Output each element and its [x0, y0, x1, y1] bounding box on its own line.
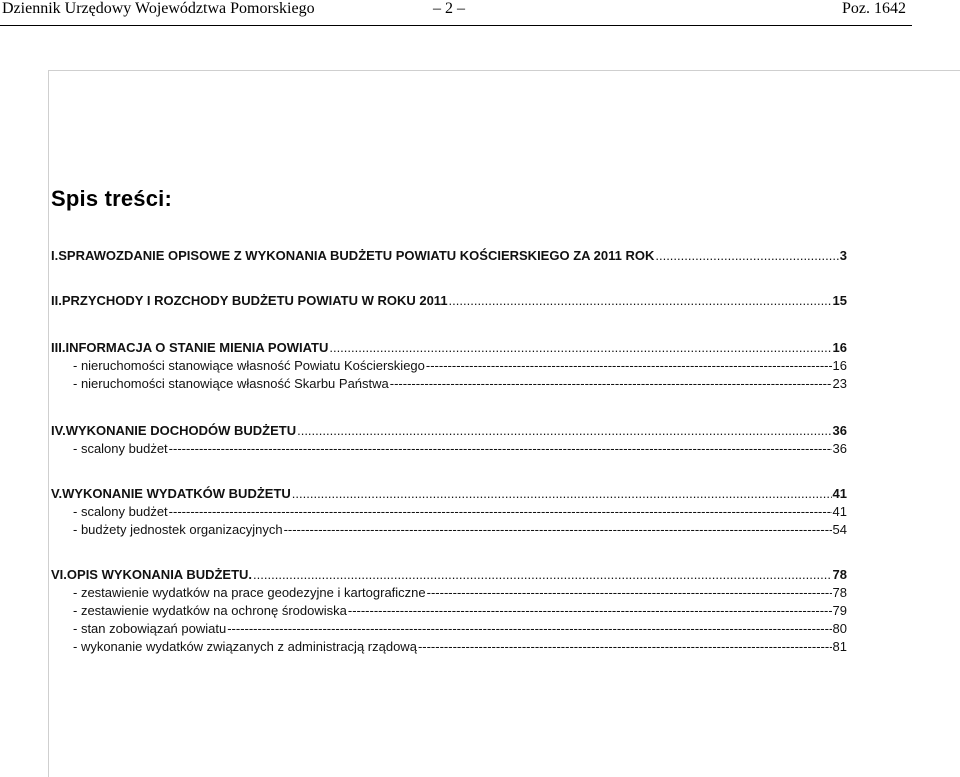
section-number: V. [51, 486, 63, 501]
toc-entry[interactable] [51, 340, 847, 358]
position-number: Poz. 1642 [842, 0, 906, 17]
section-label: OPIS WYKONANIA BUDŻETU. [66, 567, 253, 582]
toc-title: Spis treści: [51, 186, 173, 211]
section-label: SPRAWOZDANIE OPISOWE Z WYKONANIA BUDŻETU POWIATU KOŚCIERSKIEGO ZA 2011 ROK [58, 248, 655, 263]
toc-section-1 [51, 248, 847, 266]
toc-subentry[interactable] [51, 358, 847, 376]
subentry-label: - zestawienie wydatków na ochronę środowiska [73, 603, 347, 618]
section-page: 41 [832, 486, 847, 501]
toc-entry[interactable] [51, 248, 847, 266]
dot-leader [449, 293, 832, 308]
journal-title: Dziennik Urzędowy Województwa Pomorskiego [2, 0, 315, 17]
subentry-page: 16 [832, 358, 847, 373]
dot-leader [292, 486, 832, 501]
subentry-label: - wykonanie wydatków związanych z administracją rządową [73, 639, 417, 654]
toc-entry[interactable] [51, 567, 847, 585]
dash-leader [227, 621, 831, 636]
dash-leader [427, 585, 832, 600]
toc-subentry[interactable] [51, 522, 847, 540]
dash-leader [169, 441, 832, 456]
section-number: III. [51, 340, 66, 355]
section-number: I. [51, 248, 59, 263]
section-label: INFORMACJA O STANIE MIENIA POWIATU [65, 340, 329, 355]
subentry-page: 80 [832, 621, 847, 636]
dash-leader [348, 603, 832, 618]
section-page: 36 [832, 423, 847, 438]
subentry-label: - stan zobowiązań powiatu [73, 621, 227, 636]
scanned-page [48, 70, 960, 777]
toc-subentry[interactable] [51, 603, 847, 621]
toc-section-4 [51, 423, 847, 459]
section-page: 16 [832, 340, 847, 355]
toc-section-2 [51, 293, 847, 311]
dot-leader [297, 423, 831, 438]
page-number: – 2 – [433, 0, 465, 17]
subentry-label: - nieruchomości stanowiące własność Powiatu Kościerskiego [73, 358, 425, 373]
section-page: 78 [832, 567, 847, 582]
dash-leader [426, 358, 832, 373]
subentry-label: - nieruchomości stanowiące własność Skarbu Państwa [73, 376, 389, 391]
dash-leader [418, 639, 832, 654]
section-number: VI. [51, 567, 67, 582]
dash-leader [390, 376, 832, 391]
toc-entry[interactable] [51, 293, 847, 311]
toc-entry[interactable] [51, 486, 847, 504]
dot-leader [329, 340, 831, 355]
section-label: WYKONANIE DOCHODÓW BUDŻETU [65, 423, 297, 438]
dot-leader [655, 248, 838, 263]
dash-leader [284, 522, 832, 537]
dot-leader [253, 567, 831, 582]
subentry-page: 79 [832, 603, 847, 618]
toc-subentry[interactable] [51, 639, 847, 657]
toc-section-6 [51, 567, 847, 657]
dash-leader [169, 504, 832, 519]
subentry-label: - zestawienie wydatków na prace geodezyjne i kartograficzne [73, 585, 426, 600]
subentry-label: - scalony budżet [73, 504, 168, 519]
toc-entry[interactable] [51, 423, 847, 441]
section-page: 15 [832, 293, 847, 308]
subentry-label: - scalony budżet [73, 441, 168, 456]
subentry-page: 23 [832, 376, 847, 391]
toc-section-3 [51, 340, 847, 394]
toc-section-5 [51, 486, 847, 540]
toc-subentry[interactable] [51, 585, 847, 603]
subentry-page: 78 [832, 585, 847, 600]
subentry-page: 41 [832, 504, 847, 519]
toc-subentry[interactable] [51, 376, 847, 394]
subentry-page: 54 [832, 522, 847, 537]
subentry-label: - budżety jednostek organizacyjnych [73, 522, 283, 537]
section-label: WYKONANIE WYDATKÓW BUDŻETU [62, 486, 291, 501]
toc-subentry[interactable] [51, 504, 847, 522]
section-page: 3 [839, 248, 847, 263]
section-number: IV. [51, 423, 66, 438]
subentry-page: 36 [832, 441, 847, 456]
toc-subentry[interactable] [51, 441, 847, 459]
section-number: II. [51, 293, 62, 308]
section-label: PRZYCHODY I ROZCHODY BUDŻETU POWIATU W ROKU 2011 [61, 293, 448, 308]
page-header [0, 0, 912, 26]
subentry-page: 81 [832, 639, 847, 654]
toc-subentry[interactable] [51, 621, 847, 639]
